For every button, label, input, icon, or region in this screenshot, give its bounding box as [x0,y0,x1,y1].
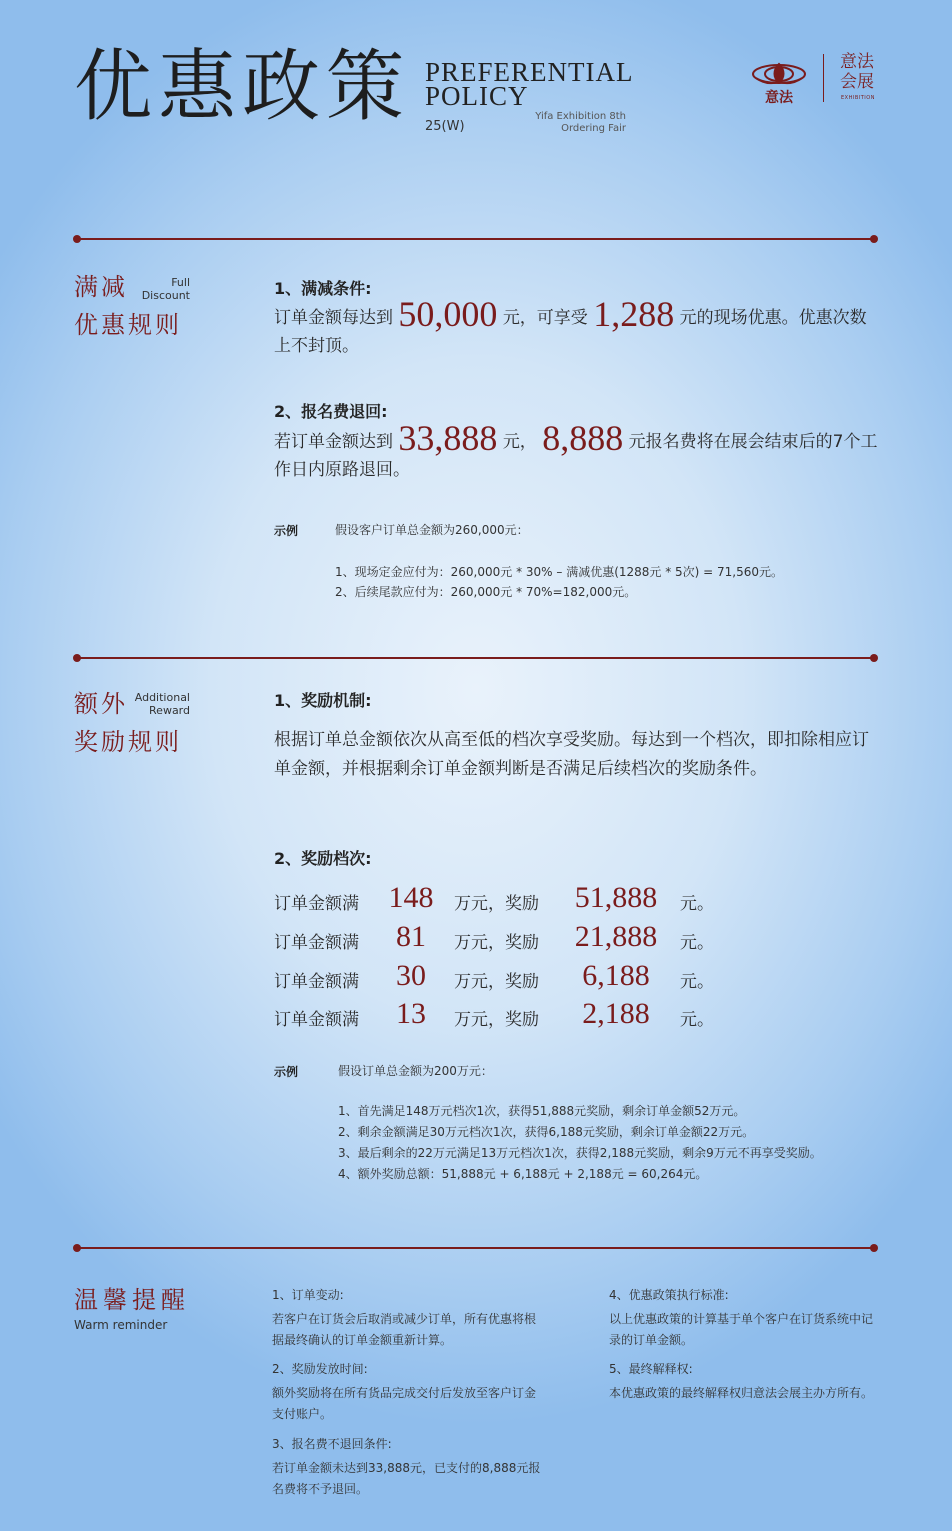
reward-tier-row [274,959,734,995]
full-discount-en-line1: Full [171,276,190,289]
tier-mid: 万元，奖励 [454,1010,539,1030]
condition-pre: 订单金额每达到 [274,308,393,328]
example-line: 4、额外奖励总额：51,888元 + 6,188元 + 2,188元 = 60,264元。 [338,1167,708,1181]
tier-unit: 元。 [680,933,714,953]
tier-unit: 元。 [680,1010,714,1030]
additional-label-en [120,691,190,717]
reward-tier-row [274,997,734,1033]
tier-label: 订单金额满 [274,894,359,914]
example-line: 2、后续尾款应付为：260,000元 * 70%=182,000元。 [335,585,637,599]
page-title: 优惠政策 [74,42,411,132]
tier-threshold: 148 [388,881,434,914]
logo-wordmark: 意法 [765,90,793,104]
fair-name-line2: Ordering Fair [561,123,626,134]
example-line: 1、首先满足148万元档次1次，获得51,888元奖励，剩余订单金额52万元。 [338,1104,746,1118]
reminder-item [609,1360,884,1404]
english-title-line1: PREFERENTIAL [425,57,634,87]
threshold-amount: 50,000 [398,294,498,334]
example-line: 3、最后剩余的22万元满足13万元档次1次，获得2,188元奖励，剩余9万元不再享受奖励。 [338,1146,822,1160]
fee-refund-text [274,418,879,484]
tier-reward: 6,188 [582,959,650,992]
fee-refund-title: 2、报名费退回: [274,402,388,421]
reminder-item [272,1435,544,1500]
full-discount-en-line2: Discount [141,289,190,302]
refund-post: 元报名费将在展会结束后的7个工作日内原路退回。 [274,432,878,480]
reminder-item [272,1286,544,1351]
logo-brand-name [840,52,880,92]
tier-reward: 51,888 [574,881,658,914]
refund-pre: 若订单金额达到 [274,432,393,452]
additional-label-line1: 额外 [74,690,128,718]
additional-en-line1: Additional [134,691,190,704]
reminder-item-title: 3、报名费不退回条件: [272,1437,392,1451]
logo-brand-line2: 会展 [840,72,874,92]
full-discount-condition-title: 1、满减条件: [274,279,372,298]
logo-brand-line1: 意法 [840,52,874,72]
reminder-item [272,1360,544,1425]
reminder-item-body: 若客户在订货会后取消或减少订单，所有优惠将根据最终确认的订单金额重新计算。 [272,1312,537,1347]
example-label-2: 示例 [274,1065,299,1079]
reward-tier-row [274,881,734,917]
reminder-item-title: 4、优惠政策执行标准: [609,1288,729,1302]
reminder-label: 温馨提醒 [74,1286,190,1314]
example-label-1: 示例 [274,524,299,538]
english-title [425,57,634,111]
reward-mechanism-text: 根据订单总金额依次从高至低的档次享受奖励。每达到一个档次，即扣除相应订单金额，并根据剩余订单金额判断是否满足后续档次的奖励条件。 [274,730,869,779]
tier-unit: 元。 [680,972,714,992]
tier-mid: 万元，奖励 [454,894,539,914]
tier-mid: 万元，奖励 [454,933,539,953]
reward-tiers-title: 2、奖励档次: [274,849,372,868]
tier-unit: 元。 [680,894,714,914]
tier-label: 订单金额满 [274,933,359,953]
tier-threshold: 13 [396,997,426,1030]
tier-reward: 21,888 [574,920,658,953]
full-discount-condition-text [274,294,879,360]
example-intro-1: 假设客户订单总金额为260,000元： [335,523,529,537]
tier-mid: 万元，奖励 [454,972,539,992]
reminder-item [609,1286,884,1351]
additional-label-line2: 奖励规则 [74,728,182,756]
reminder-item-body: 以上优惠政策的计算基于单个客户在订货系统中记录的订单金额。 [609,1312,874,1347]
refund-mid: 元， [502,432,537,452]
reward-tier-row [274,920,734,956]
condition-post: 元的现场优惠。优惠次数上不封顶。 [274,308,867,356]
reminder-item-body: 额外奖励将在所有货品完成交付后发放至客户订金支付账户。 [272,1386,537,1421]
logo-divider [823,54,824,102]
reminder-item-title: 1、订单变动: [272,1288,344,1302]
full-discount-label-en [130,276,190,302]
tier-label: 订单金额满 [274,972,359,992]
section-divider-2 [77,657,874,659]
tier-reward: 2,188 [582,997,650,1030]
reminder-item-body: 本优惠政策的最终解释权归意法会展主办方所有。 [609,1386,874,1400]
tier-label: 订单金额满 [274,1010,359,1030]
brand-logo [748,52,880,104]
full-discount-label-line2: 优惠规则 [74,311,182,339]
lotus-logo-icon [748,56,810,104]
discount-amount: 1,288 [593,294,675,334]
tier-threshold: 81 [396,920,426,953]
logo-small-text: EXHIBITION [841,95,875,101]
example-line: 1、现场定金应付为：260,000元 * 30% – 满减优惠(1288元 * 5次) = 71,560元。 [335,565,784,579]
section-divider-1 [77,238,874,240]
fair-name-line1: Yifa Exhibition 8th [535,111,626,122]
example-intro-2: 假设订单总金额为200万元： [338,1064,493,1078]
example-line: 2、剩余金额满足30万元档次1次，获得6,188元奖励，剩余订单金额22万元。 [338,1125,755,1139]
reward-mechanism-title: 1、奖励机制: [274,691,372,710]
edition-code: 25(W) [425,119,465,134]
refund-threshold: 33,888 [398,418,498,458]
english-title-line2: POLICY [425,81,529,111]
tier-threshold: 30 [396,959,426,992]
reminder-item-title: 2、奖励发放时间: [272,1362,368,1376]
reminder-item-body: 若订单金额未达到33,888元，已支付的8,888元报名费将不予退回。 [272,1461,541,1496]
condition-mid: 元，可享受 [502,308,588,328]
full-discount-label-line1: 满减 [74,273,128,301]
section-divider-3 [77,1247,874,1249]
reminder-item-title: 5、最终解释权: [609,1362,693,1376]
additional-en-line2: Reward [149,704,190,717]
fair-name [520,111,626,135]
refund-fee: 8,888 [542,418,624,458]
reminder-label-en: Warm reminder [74,1318,168,1332]
